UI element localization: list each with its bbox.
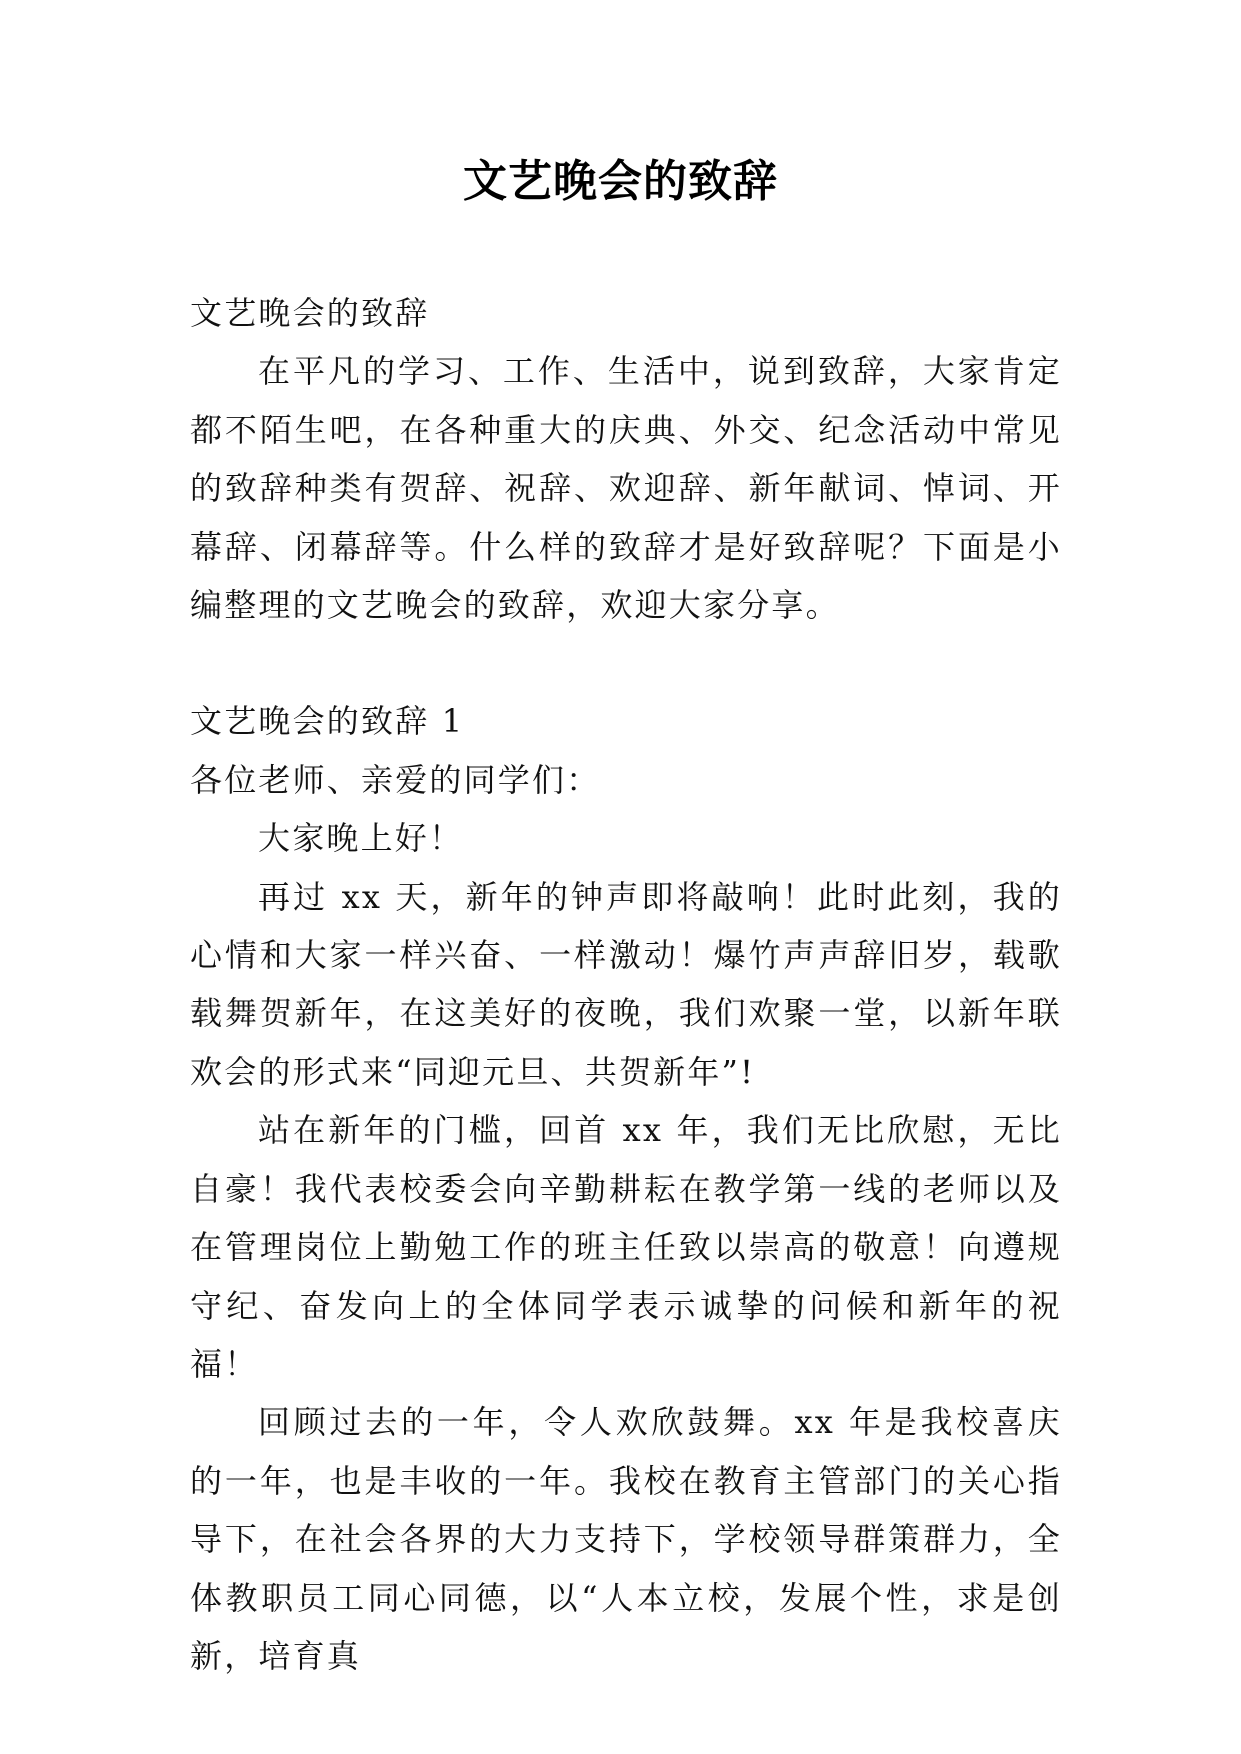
section-heading: 文艺晚会的致辞 1 — [190, 702, 465, 741]
body-paragraph: 再过 xx 天，新年的钟声即将敲响！此时此刻，我的心情和大家一样兴奋、一样激动！爆竹声声辞旧岁，载歌载舞贺新年，在这美好的夜晚，我们欢聚一堂，以新年联欢会的形式来“同迎元旦、共贺新年”! — [190, 877, 1062, 1091]
document-body — [190, 284, 1062, 1685]
body-paragraph: 站在新年的门槛，回首 xx 年，我们无比欣慰，无比自豪！我代表校委会向辛勤耕耘在教学第一线的老师以及在管理岗位上勤勉工作的班主任致以崇高的敬意！向遵规守纪、奋发向上的全体同学表示诚挚的问候和新年的祝福！ — [190, 1111, 1062, 1383]
document-subtitle: 文艺晚会的致辞 — [190, 294, 430, 332]
section-spacer — [190, 634, 1062, 692]
salutation: 各位老师、亲爱的同学们： — [190, 760, 601, 799]
body-paragraph: 回顾过去的一年，令人欢欣鼓舞。xx 年是我校喜庆的一年，也是丰收的一年。我校在教育主管部门的关心指导下，在社会各界的大力支持下，学校领导群策群力，全体教职员工同心同德，以“人本立校，发展个性，求是创新，培育真 — [190, 1403, 1062, 1675]
greeting: 大家晚上好！ — [258, 819, 464, 858]
document-title: 文艺晚会的致辞 — [463, 156, 778, 207]
intro-paragraph: 在平凡的学习、工作、生活中，说到致辞，大家肯定都不陌生吧，在各种重大的庆典、外交、纪念活动中常见的致辞种类有贺辞、祝辞、欢迎辞、新年献词、悼词、开幕辞、闭幕辞等。什么样的致辞才是好致辞呢？下面是小编整理的文艺晚会的致辞，欢迎大家分享。 — [190, 352, 1062, 625]
